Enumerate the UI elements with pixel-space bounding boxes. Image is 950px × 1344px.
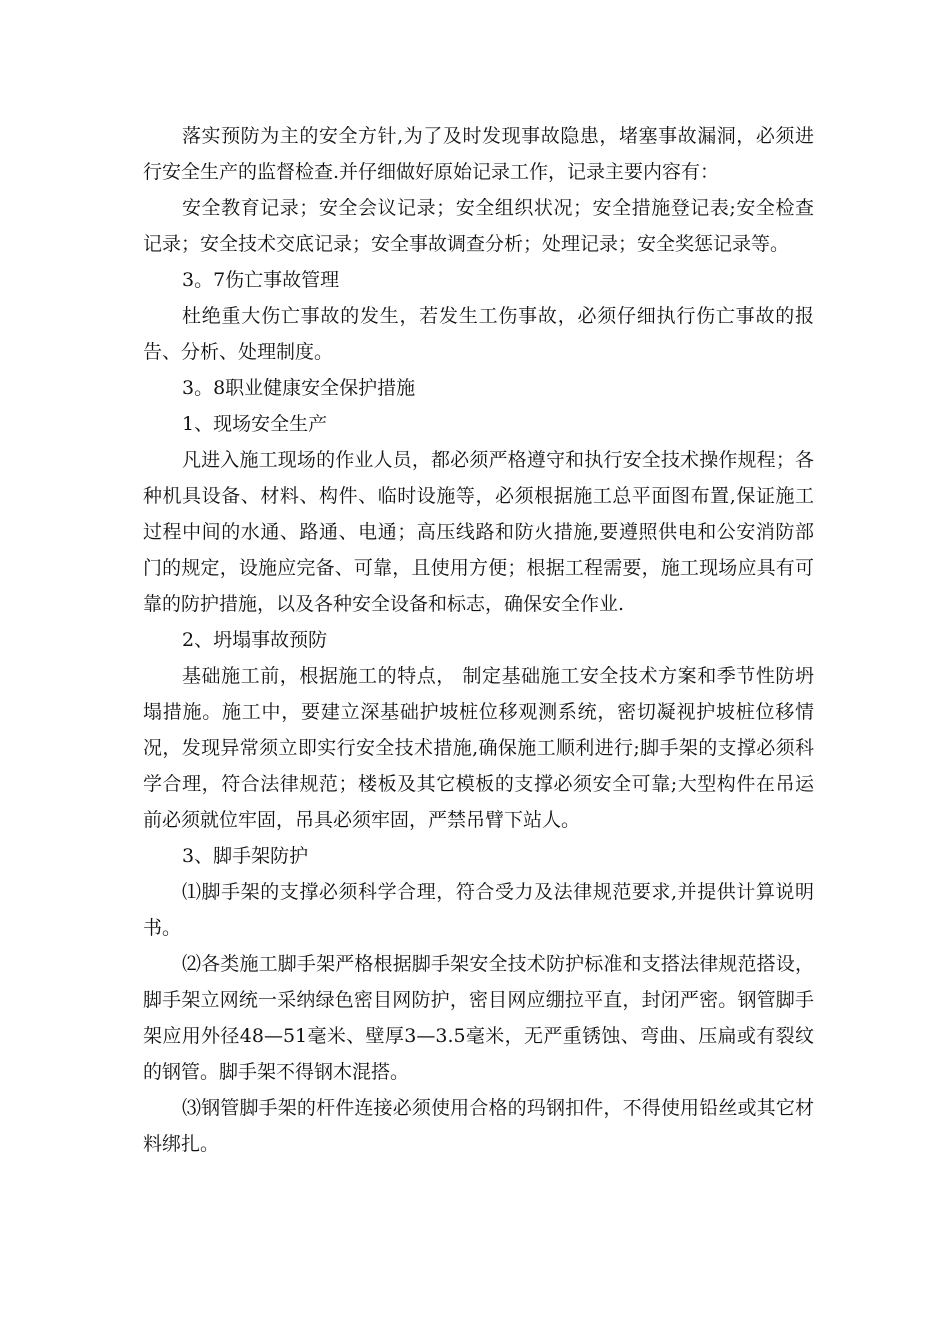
- paragraph-inspection-intro: 落实预防为主的安全方针,为了及时发现事故隐患，堵塞事故漏洞，必须进行安全生产的监督检查.并仔细做好原始记录工作，记录主要内容有：: [143, 125, 814, 183]
- paragraph-casualty-management: 杜绝重大伤亡事故的发生，若发生工伤事故，必须仔细执行伤亡事故的报告、分析、处理制度。: [143, 305, 814, 363]
- paragraph-collapse-prevention: 基础施工前，根据施工的特点， 制定基础施工安全技术方案和季节性防坍塌措施。施工中，要建立深基础护坡桩位移观测系统，密切凝视护坡桩位移情况，发现异常须立即实行安全技术措施,确保施工顺利进行;脚手架的支撑必须科学合理，符合法律规范；楼板及其它模板的支撑必须安全可靠;大型构件在吊运前必须就位牢固，吊具必须牢固，严禁吊臂下站人。: [143, 665, 814, 831]
- subheading-site-safety: 1、现场安全生产: [182, 413, 328, 435]
- paragraph-record-list: 安全教育记录；安全会议记录；安全组织状况；安全措施登记表;安全检查记录；安全技术交底记录；安全事故调查分析；处理记录；安全奖惩记录等。: [143, 197, 814, 255]
- paragraph-scaffold-item-1: ⑴脚手架的支撑必须科学合理，符合受力及法律规范要求,并提供计算说明书。: [143, 881, 814, 939]
- paragraph-scaffold-item-2: ⑵各类施工脚手架严格根据脚手架安全技术防护标准和支搭法律规范搭设，脚手架立网统一采纳绿色密目网防护，密目网应绷拉平直，封闭严密。钢管脚手架应用外径48—51毫米、壁厚3—3.5毫米，无严重锈蚀、弯曲、压扁或有裂纹的钢管。脚手架不得钢木混搭。: [143, 953, 814, 1083]
- subheading-collapse-prevention: 2、坍塌事故预防: [182, 629, 328, 651]
- subheading-scaffold-protection: 3、脚手架防护: [182, 845, 309, 867]
- paragraph-site-safety: 凡进入施工现场的作业人员，都必须严格遵守和执行安全技术操作规程；各种机具设备、材料、构件、临时设施等，必须根据施工总平面图布置,保证施工过程中间的水通、路通、电通；高压线路和防火措施,要遵照供电和公安消防部门的规定，设施应完备、可靠，且使用方便；根据工程需要，施工现场应具有可靠的防护措施，以及各种安全设备和标志，确保安全作业.: [143, 449, 814, 615]
- section-heading-3-8: 3。8职业健康安全保护措施: [182, 377, 416, 399]
- paragraph-scaffold-item-3: ⑶钢管脚手架的杆件连接必须使用合格的玛钢扣件，不得使用铅丝或其它材料绑扎。: [143, 1097, 814, 1155]
- section-heading-3-7: 3。7伤亡事故管理: [182, 269, 340, 291]
